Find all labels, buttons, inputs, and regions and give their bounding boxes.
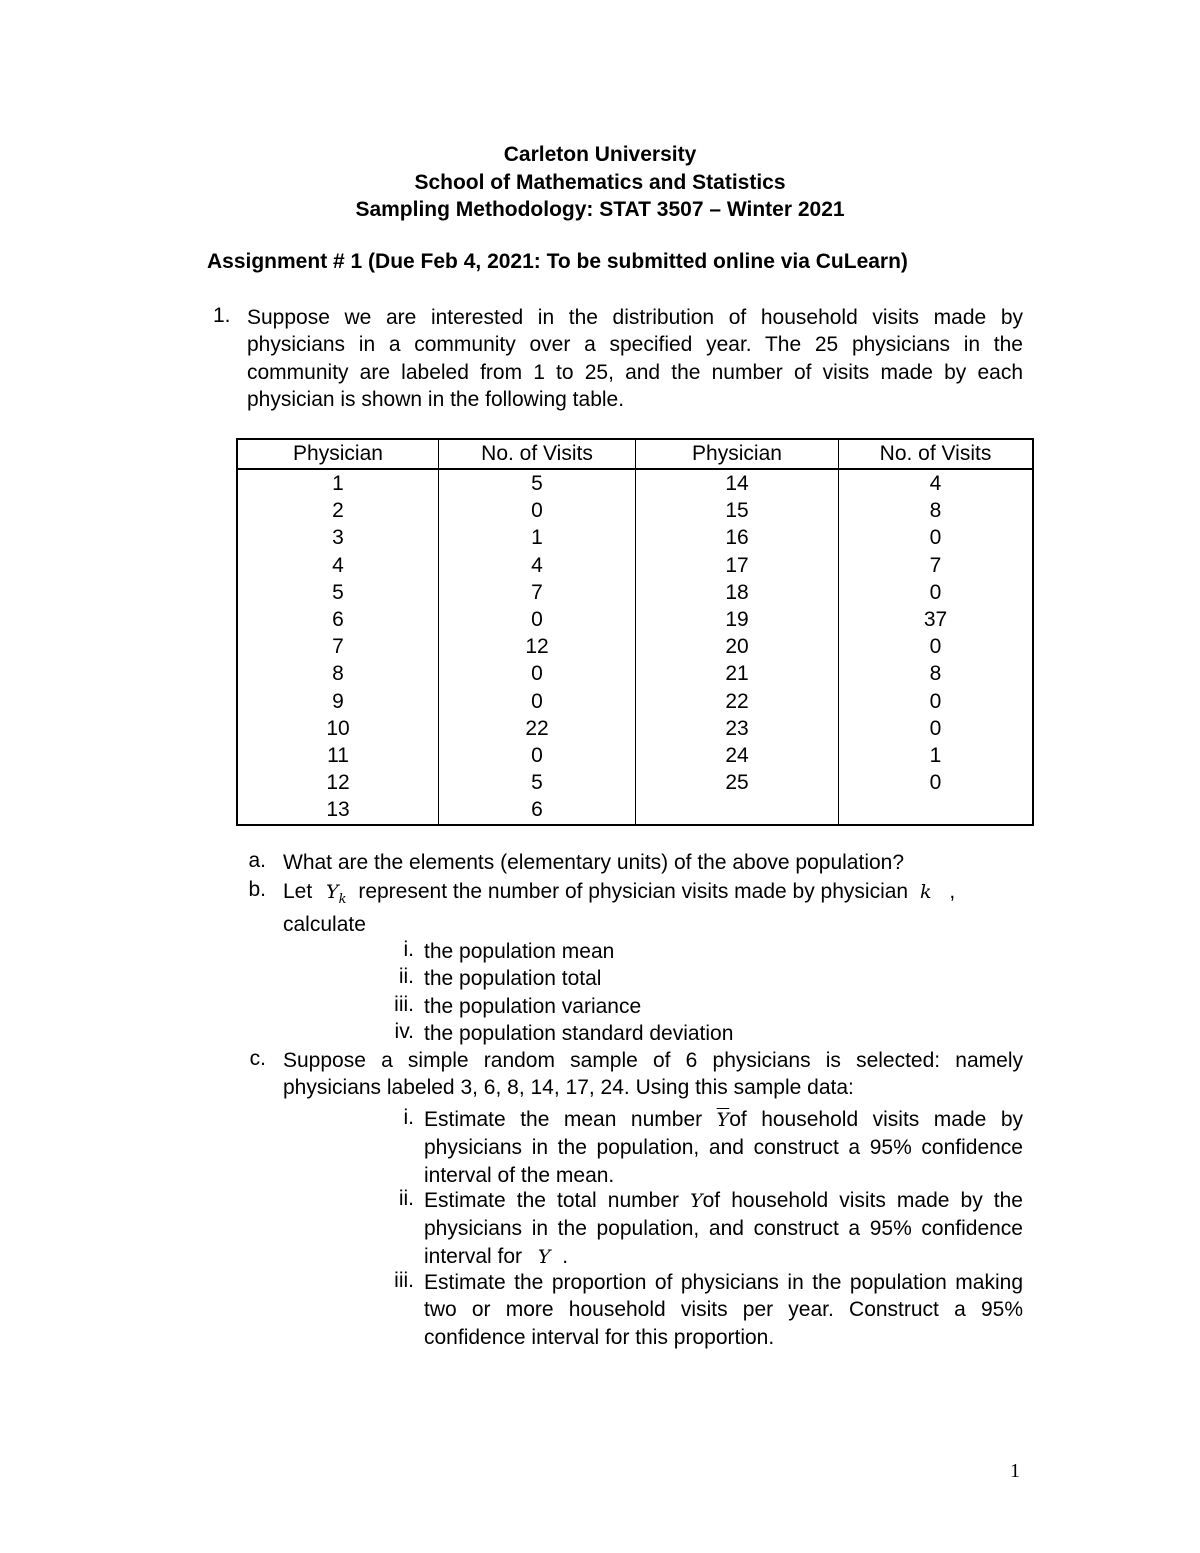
sub-label: i. <box>403 938 414 961</box>
table-cell: 16 <box>636 524 839 551</box>
symbol-y <box>326 881 347 907</box>
part-b-label: b. <box>248 878 266 901</box>
part-b-text <box>283 878 955 913</box>
table-cell: 25 <box>636 769 839 796</box>
table-cell: 20 <box>636 633 839 660</box>
table-cell <box>636 796 839 824</box>
table-cell: 24 <box>636 742 839 769</box>
part-b-comma: , <box>949 880 956 903</box>
sub-text: the population standard deviation <box>424 1022 734 1045</box>
table-row <box>237 769 1033 796</box>
symbol-y-total: Y <box>690 1190 703 1212</box>
sub-c-i-post: of household visits made by physicians in the population, and construct a 95% confidence interval of the mean. <box>424 1108 1023 1187</box>
sub-label: iv. <box>394 1020 414 1043</box>
table-cell: 0 <box>839 524 1034 551</box>
table-cell: 0 <box>839 633 1034 660</box>
table-cell: 8 <box>839 660 1034 687</box>
table-cell: 0 <box>439 660 636 687</box>
table-cell: 0 <box>439 606 636 633</box>
table-row <box>237 660 1033 687</box>
table-cell: 9 <box>237 688 439 715</box>
symbol-k: k <box>919 881 932 903</box>
table-cell: 13 <box>237 796 439 824</box>
table-cell: 0 <box>439 688 636 715</box>
table-cell: 4 <box>839 469 1034 497</box>
sub-text: the population total <box>424 967 602 990</box>
table-cell: 1 <box>839 742 1034 769</box>
table-row <box>237 633 1033 660</box>
table-cell: 5 <box>439 769 636 796</box>
table-header-row <box>237 439 1033 469</box>
sub-c-iii-text: Estimate the proportion of physicians in the population making two or more household visits per year. Construct a 95% confidence interval for this proportion. <box>424 1271 1023 1349</box>
col-header: No. of Visits <box>439 439 636 469</box>
sub-c-ii-pre: Estimate the total number <box>424 1189 679 1212</box>
table-row <box>237 497 1033 524</box>
sub-c-ii-post: . <box>562 1244 569 1268</box>
sub-label: iii. <box>394 1269 414 1292</box>
sub-c-ii-mid: of household visits made by the physicians in the population, and construct a 95% confidence interval for <box>424 1189 1023 1268</box>
sub-c-i-pre: Estimate the mean number <box>424 1108 703 1131</box>
part-b-let: Let <box>283 880 313 903</box>
table-cell: 6 <box>439 796 636 824</box>
sub-label: i. <box>403 1106 414 1129</box>
table-cell <box>839 796 1034 824</box>
table-row <box>237 552 1033 579</box>
table-body <box>237 469 1033 825</box>
table-cell: 0 <box>839 579 1034 606</box>
table-row <box>237 469 1033 497</box>
table-row <box>237 606 1033 633</box>
table-row <box>237 796 1033 824</box>
table-cell: 0 <box>839 769 1034 796</box>
table-cell: 8 <box>839 497 1034 524</box>
table-cell: 0 <box>839 715 1034 742</box>
table-cell: 7 <box>439 579 636 606</box>
table-cell: 21 <box>636 660 839 687</box>
table-cell: 12 <box>439 633 636 660</box>
table-cell: 6 <box>237 606 439 633</box>
table-cell: 12 <box>237 769 439 796</box>
sub-label: ii. <box>398 965 414 988</box>
table-cell: 10 <box>237 715 439 742</box>
table-cell: 18 <box>636 579 839 606</box>
table-row <box>237 688 1033 715</box>
question-intro: Suppose we are interested in the distribution of household visits made by physicians in a community over a specified year. The 25 physicians in the community are labeled from 1 to 25, and the number of visits made by each physician is shown in the following table. <box>247 306 1023 411</box>
symbol-y-total: Y <box>537 1245 551 1268</box>
table-cell: 15 <box>636 497 839 524</box>
university-name: Carleton University <box>503 143 697 166</box>
table-cell: 5 <box>439 469 636 497</box>
table-cell: 14 <box>636 469 839 497</box>
symbol-subscript: k <box>338 891 347 907</box>
symbol-ybar: $\overline{Y}$ <box>716 1109 730 1131</box>
table-cell: 2 <box>237 497 439 524</box>
sub-label: iii. <box>394 993 414 1016</box>
table-cell: 0 <box>439 742 636 769</box>
table-cell: 4 <box>237 552 439 579</box>
part-a-label: a. <box>248 849 266 872</box>
assignment-title: Assignment # 1 (Due Feb 4, 2021: To be submitted online via CuLearn) <box>207 250 908 273</box>
col-header: No. of Visits <box>839 439 1034 469</box>
symbol-y-letter: Y <box>326 881 339 903</box>
part-c-text: Suppose a simple random sample of 6 physicians is selected: namely physicians labeled 3, 6, 8, 14, 17, 24. Using this sample data: <box>283 1049 1023 1100</box>
part-b-calculate: calculate <box>283 913 366 936</box>
table-row <box>237 715 1033 742</box>
course-title: Sampling Methodology: STAT 3507 – Winter 2021 <box>355 198 845 221</box>
sub-text: the population variance <box>424 995 642 1018</box>
table-cell: 1 <box>439 524 636 551</box>
sub-c-i-text <box>424 1106 1023 1189</box>
table-cell: 1 <box>237 469 439 497</box>
table-row <box>237 579 1033 606</box>
question-number: 1. <box>213 304 231 327</box>
table-cell: 23 <box>636 715 839 742</box>
table-cell: 19 <box>636 606 839 633</box>
sub-label: ii. <box>398 1187 414 1210</box>
table-cell: 7 <box>839 552 1034 579</box>
table-cell: 11 <box>237 742 439 769</box>
sub-text: the population mean <box>424 940 615 963</box>
page-number: 1 <box>1010 1460 1020 1482</box>
part-b-middle: represent the number of physician visits made by physician <box>358 880 909 903</box>
table-cell: 5 <box>237 579 439 606</box>
table-row <box>237 742 1033 769</box>
table-cell: 0 <box>439 497 636 524</box>
table-cell: 3 <box>237 524 439 551</box>
table-cell: 22 <box>636 688 839 715</box>
table-cell: 37 <box>839 606 1034 633</box>
part-a-text: What are the elements (elementary units) of the above population? <box>283 851 905 874</box>
table-cell: 4 <box>439 552 636 579</box>
school-name: School of Mathematics and Statistics <box>414 171 786 194</box>
col-header: Physician <box>237 439 439 469</box>
part-c-label: c. <box>249 1047 266 1070</box>
table-cell: 22 <box>439 715 636 742</box>
table-cell: 7 <box>237 633 439 660</box>
table-cell: 8 <box>237 660 439 687</box>
visits-table <box>236 438 1034 826</box>
table-cell: 0 <box>839 688 1034 715</box>
table-cell: 17 <box>636 552 839 579</box>
sub-c-ii-text <box>424 1187 1023 1271</box>
table-row <box>237 524 1033 551</box>
col-header: Physician <box>636 439 839 469</box>
